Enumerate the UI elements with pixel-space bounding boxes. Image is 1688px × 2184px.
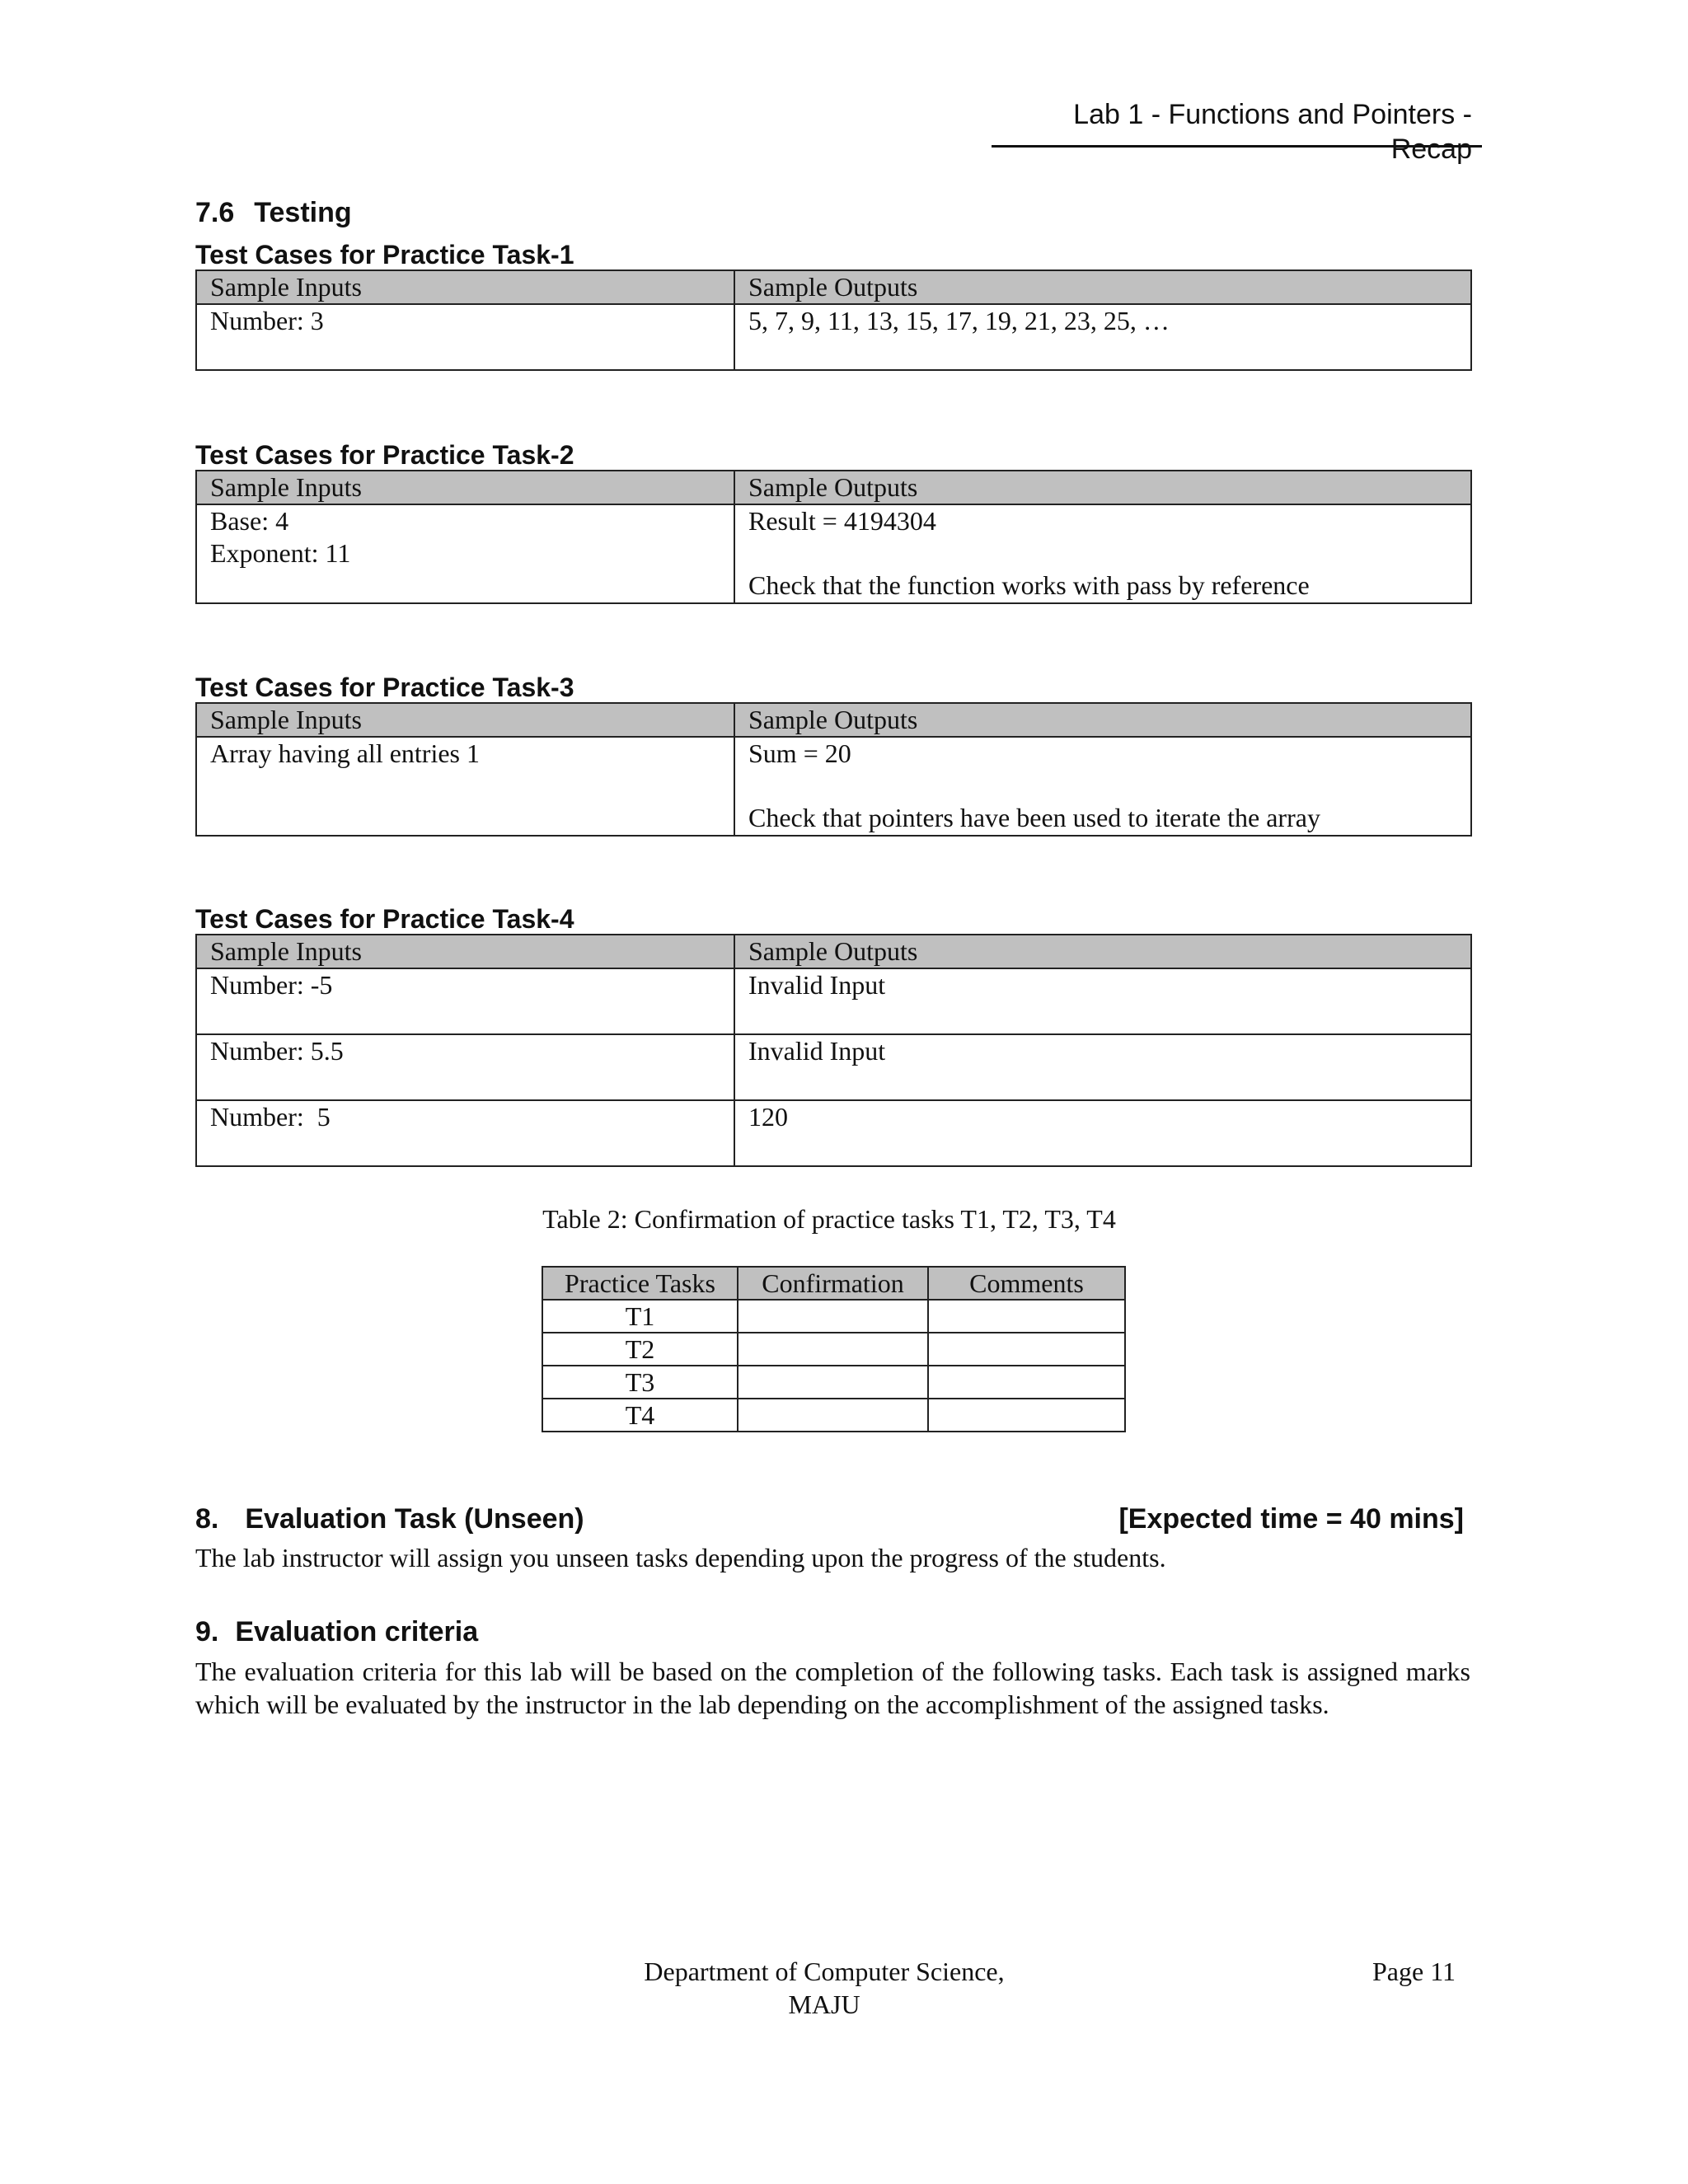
table-header-row	[196, 270, 1471, 304]
table-cell	[196, 504, 734, 603]
table-cell: 120	[734, 1100, 1471, 1166]
column-header: Confirmation	[738, 1267, 928, 1300]
table-cell: T2	[542, 1333, 738, 1366]
column-header: Sample Inputs	[196, 935, 734, 968]
table-cell: Invalid Input	[734, 1034, 1471, 1100]
table-row	[196, 304, 1471, 370]
table-cell	[928, 1366, 1125, 1399]
table-cell	[734, 737, 1471, 836]
table-cell	[928, 1300, 1125, 1333]
table-cell	[928, 1333, 1125, 1366]
header-title: Lab 1 - Functions and Pointers - Recap	[1073, 99, 1472, 165]
section-title: Evaluation Task (Unseen)	[245, 1503, 584, 1535]
cell-text: Sum = 20	[748, 738, 851, 768]
table-cell	[738, 1333, 928, 1366]
task3-table	[195, 702, 1472, 837]
footer-department	[577, 1955, 1071, 2021]
cell-text	[748, 537, 1470, 569]
table-cell: Number: 5	[196, 1100, 734, 1166]
column-header: Sample Outputs	[734, 935, 1471, 968]
footer-department-line: Department of Computer Science,	[644, 1957, 1005, 1986]
table-cell: Number: -5	[196, 968, 734, 1034]
table-row	[196, 504, 1471, 603]
column-header: Sample Inputs	[196, 270, 734, 304]
cell-text: Check that the function works with pass by reference	[748, 570, 1310, 600]
column-header: Practice Tasks	[542, 1267, 738, 1300]
table-row	[542, 1300, 1125, 1333]
section-number: 7.6	[195, 197, 235, 228]
task3-heading: Test Cases for Practice Task-3	[195, 673, 574, 702]
section-8-body: The lab instructor will assign you unseen tasks depending upon the progress of the students.	[195, 1543, 1166, 1572]
confirmation-table	[542, 1266, 1126, 1432]
table-header-row	[542, 1267, 1125, 1300]
task2-heading: Test Cases for Practice Task-2	[195, 440, 574, 470]
section-number: 8.	[195, 1503, 219, 1535]
cell-text: Base: 4	[210, 506, 289, 536]
page-number: Page 11	[1372, 1957, 1456, 1986]
table-cell: T1	[542, 1300, 738, 1333]
section-title: Testing	[254, 197, 352, 228]
column-header: Sample Outputs	[734, 703, 1471, 737]
table-header-row	[196, 471, 1471, 504]
column-header: Sample Inputs	[196, 471, 734, 504]
table-cell: T3	[542, 1366, 738, 1399]
table-cell	[734, 504, 1471, 603]
section-number: 9.	[195, 1616, 219, 1647]
page-header	[992, 97, 1482, 165]
cell-text: Array having all entries 1	[210, 738, 480, 768]
section-heading-8	[195, 1502, 584, 1535]
cell-text	[748, 770, 1470, 802]
column-header: Sample Outputs	[734, 270, 1471, 304]
table-row	[542, 1399, 1125, 1432]
table-row	[196, 1100, 1471, 1166]
table-cell: Number: 5.5	[196, 1034, 734, 1100]
cell-text: Number: 3	[210, 306, 324, 335]
task1-heading: Test Cases for Practice Task-1	[195, 240, 574, 269]
table-cell: T4	[542, 1399, 738, 1432]
column-header: Sample Inputs	[196, 703, 734, 737]
table-row	[196, 737, 1471, 836]
table-cell	[196, 304, 734, 370]
column-header: Sample Outputs	[734, 471, 1471, 504]
cell-text: 5, 7, 9, 11, 13, 15, 17, 19, 21, 23, 25, …	[748, 306, 1170, 335]
table-cell	[738, 1300, 928, 1333]
table-cell: Invalid Input	[734, 968, 1471, 1034]
cell-text: Check that pointers have been used to iterate the array	[748, 803, 1320, 832]
table-row	[196, 1034, 1471, 1100]
footer-department-line: MAJU	[788, 1990, 860, 2019]
table-cell	[196, 737, 734, 836]
table-header-row	[196, 703, 1471, 737]
table-row	[196, 968, 1471, 1034]
table-row	[542, 1366, 1125, 1399]
table-cell	[738, 1366, 928, 1399]
section-heading-7-6	[195, 196, 352, 229]
section-9-body: The evaluation criteria for this lab will be based on the completion of the following tasks. Each task is assigned marks which will be evaluated by the instructor in the lab depending on the accomplishment of the assigned tasks.	[195, 1657, 1470, 1719]
cell-text: Result = 4194304	[748, 506, 936, 536]
table-cell	[734, 304, 1471, 370]
section-heading-9	[195, 1615, 478, 1648]
table2-caption: Table 2: Confirmation of practice tasks T1, T2, T3, T4	[542, 1204, 1116, 1234]
table-row	[542, 1333, 1125, 1366]
task4-table	[195, 934, 1472, 1167]
table-header-row	[196, 935, 1471, 968]
table-cell	[928, 1399, 1125, 1432]
column-header: Comments	[928, 1267, 1125, 1300]
table-cell	[738, 1399, 928, 1432]
section-title: Evaluation criteria	[235, 1616, 479, 1647]
task2-table	[195, 470, 1472, 604]
task4-heading: Test Cases for Practice Task-4	[195, 904, 574, 934]
expected-time-label: [Expected time = 40 mins]	[1118, 1503, 1464, 1535]
task1-table	[195, 269, 1472, 371]
cell-text: Exponent: 11	[210, 538, 351, 568]
